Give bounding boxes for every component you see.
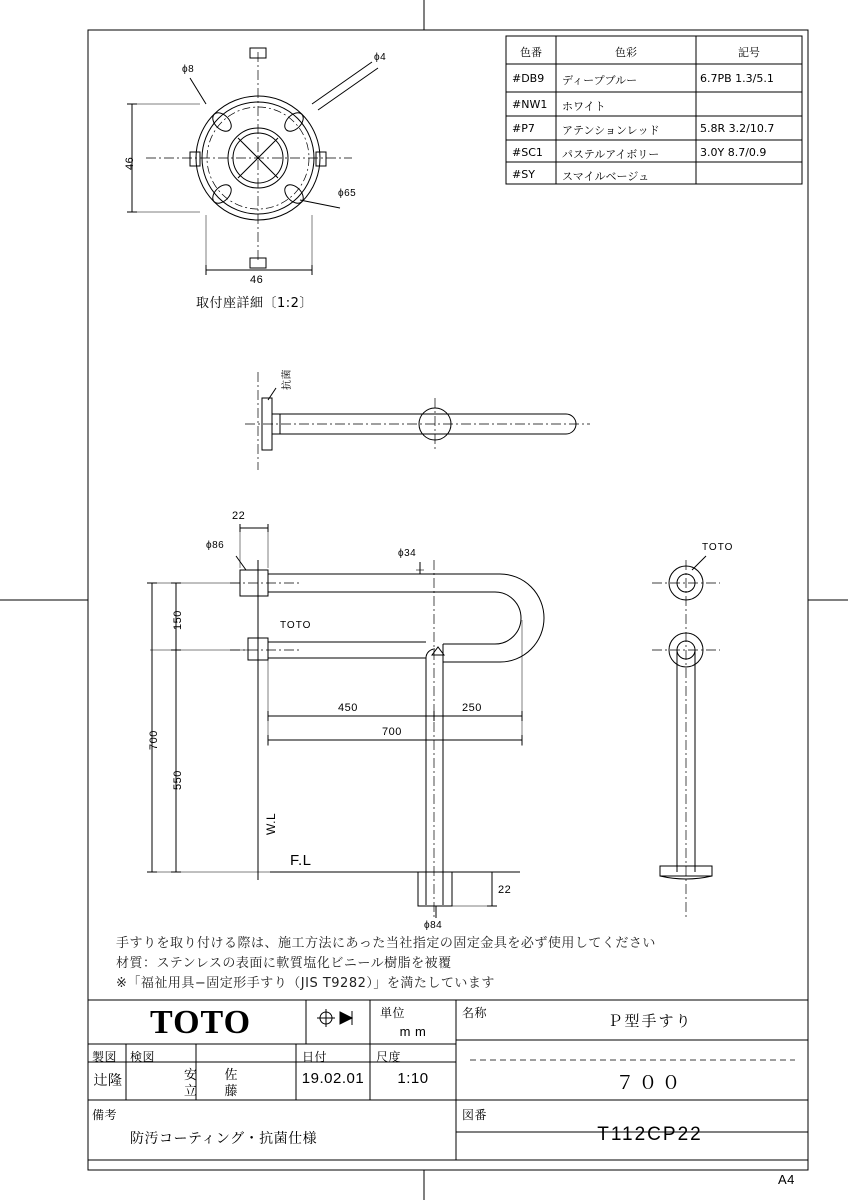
detail-dim-hole-right: ϕ4 — [374, 52, 387, 63]
paper-size-label: A4 — [778, 1172, 795, 1187]
date-label: 日付 — [302, 1050, 328, 1064]
product-size-value: ７００ — [615, 1073, 685, 1094]
front-dim-tube-dia: ϕ34 — [398, 548, 417, 559]
detail-dim-horizontal: 46 — [250, 274, 264, 286]
front-dim-700-total: 700 — [382, 726, 402, 738]
color-row-code: #P7 — [512, 122, 535, 135]
color-table-header-code: 色番 — [520, 46, 542, 59]
color-row-name: ディープブルー — [562, 74, 638, 87]
front-dim-150: 150 — [172, 610, 184, 630]
front-dim-700: 700 — [148, 730, 160, 750]
side-view-brand-mark: TOTO — [702, 542, 734, 553]
front-dim-flange-offset: 22 — [232, 510, 246, 522]
checker-value-1: 安 佐 — [183, 1068, 238, 1083]
color-row-code: #DB9 — [512, 72, 545, 85]
front-dim-450: 450 — [338, 702, 358, 714]
color-table-header-symbol: 記号 — [738, 46, 760, 59]
remarks-label: 備考 — [92, 1108, 118, 1122]
scale-value: 1:10 — [397, 1070, 429, 1087]
front-dim-550: 550 — [172, 770, 184, 790]
front-dim-250: 250 — [462, 702, 482, 714]
drawer-value: 辻隆 — [93, 1073, 123, 1089]
remarks-value: 防汚コーティング・抗菌仕様 — [130, 1131, 318, 1147]
color-row-code: #NW1 — [512, 98, 548, 111]
note-line-3: ※「福祉用具−固定形手すり（JIS T9282）」を満たしています — [116, 976, 495, 991]
front-dim-base-height: 22 — [498, 884, 512, 896]
note-line-2: 材質：ステンレスの表面に軟質塩化ビニール樹脂を被覆 — [116, 956, 452, 971]
scale-label: 尺度 — [376, 1050, 402, 1064]
toto-logo: TOTO — [150, 1004, 252, 1041]
color-table-header-color: 色彩 — [615, 46, 637, 59]
color-row-symbol: 3.0Y 8.7/0.9 — [700, 146, 767, 159]
drawing-number-value: T112CP22 — [597, 1124, 703, 1145]
front-view-brand-mark: TOTO — [280, 620, 312, 631]
color-row-name: ホワイト — [562, 100, 606, 113]
checker-value-2: 立 藤 — [183, 1084, 238, 1099]
front-dim-base-dia: ϕ84 — [424, 920, 443, 931]
detail-dim-pcd: ϕ65 — [338, 188, 357, 199]
date-value: 19.02.01 — [301, 1070, 365, 1087]
front-view-wall-label: W.L — [264, 812, 278, 835]
color-row-code: #SY — [512, 168, 535, 181]
color-row-symbol: 5.8R 3.2/10.7 — [700, 122, 775, 135]
detail-dim-hole-top: ϕ8 — [182, 64, 195, 75]
color-row-symbol: 6.7PB 1.3/5.1 — [700, 72, 774, 85]
checker-label: 検図 — [130, 1050, 156, 1064]
color-row-name: スマイルベージュ — [562, 170, 650, 183]
drawer-label: 製図 — [92, 1050, 118, 1064]
unit-label: 単位 — [380, 1006, 406, 1020]
note-line-1: 手すりを取り付ける際は、施工方法にあった当社指定の固定金具を必ず使用してください — [116, 936, 656, 951]
detail-view-caption: 取付座詳細〔1:2〕 — [196, 296, 313, 311]
top-view-kokin-label: 抗菌 — [282, 369, 293, 390]
drawing-number-label: 図番 — [462, 1108, 488, 1122]
color-row-name: アテンションレッド — [562, 124, 660, 137]
detail-dim-vertical: 46 — [124, 156, 136, 170]
product-name-value: Ｐ型手すり — [607, 1012, 693, 1030]
color-row-name: パステルアイボリー — [562, 148, 660, 161]
product-name-label: 名称 — [462, 1006, 488, 1020]
unit-value: m m — [399, 1024, 427, 1039]
color-row-code: #SC1 — [512, 146, 543, 159]
front-dim-flange-dia: ϕ86 — [206, 540, 225, 551]
front-view-floor-label: F.L — [290, 852, 312, 869]
